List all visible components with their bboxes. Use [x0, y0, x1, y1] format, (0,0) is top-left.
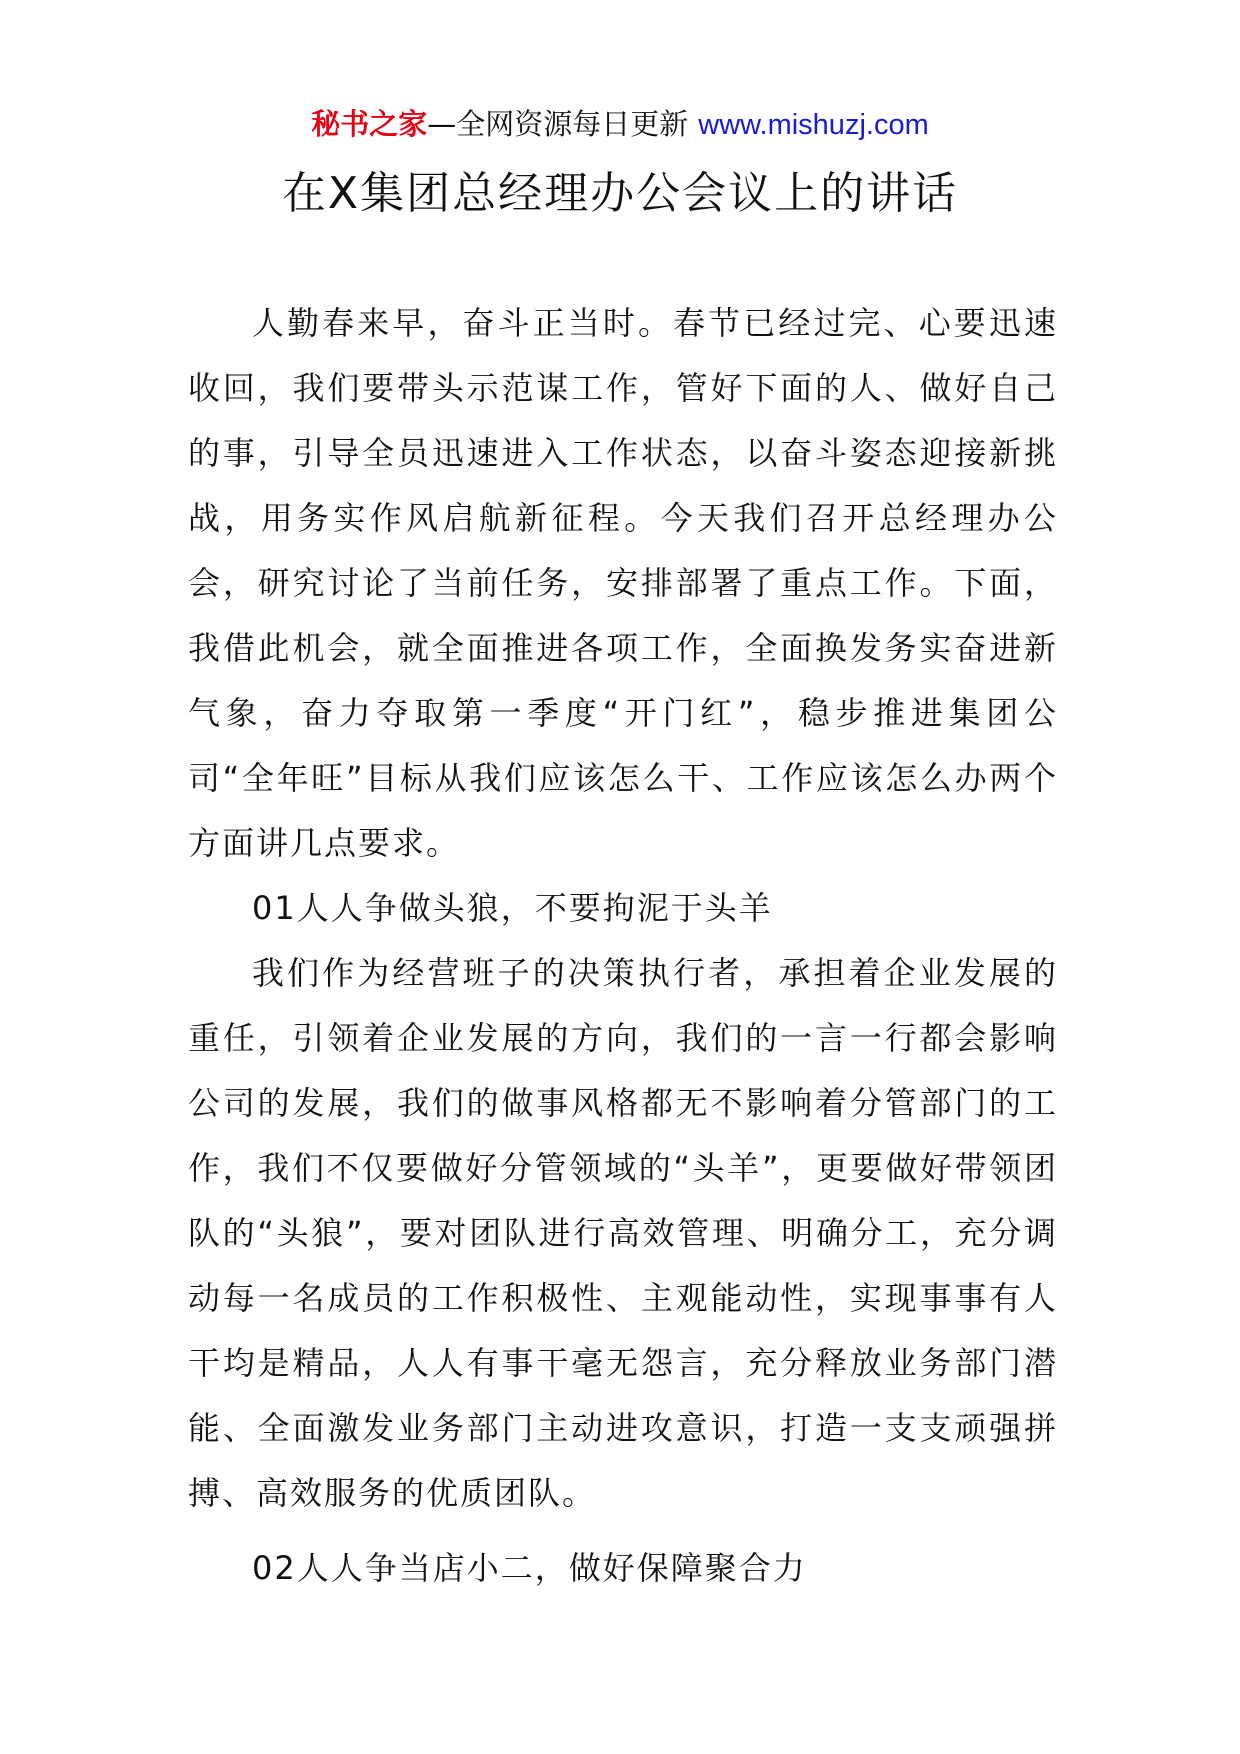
- document-title: 在X集团总经理办公会议上的讲话: [281, 168, 959, 219]
- document-body: [188, 291, 1058, 1601]
- watermark-header: [0, 104, 1240, 145]
- section-01-paragraph: 我们作为经营班子的决策执行者，承担着企业发展的重任，引领着企业发展的方向，我们的一言一行都会影响公司的发展，我们的做事风格都无不影响着分管部门的工作，我们不仅要做好分管领域的“头羊”，更要做好带领团队的“头狼”，要对团队进行高效管理、明确分工，充分调动每一名成员的工作积极性、主观能动性，实现事事有人干均是精品，人人有事干毫无怨言，充分释放业务部门潜能、全面激发业务部门主动进攻意识，打造一支支顽强拼搏、高效服务的优质团队。: [188, 954, 1058, 1512]
- brand-name: 秘书之家: [311, 107, 428, 141]
- brand-slogan: —全网资源每日更新: [427, 107, 689, 141]
- website-link[interactable]: www.mishuzj.com: [698, 109, 929, 141]
- section-heading-01: 01人人争做头狼，不要拘泥于头羊: [252, 889, 773, 927]
- intro-paragraph: 人勤春来早，奋斗正当时。春节已经过完、心要迅速收回，我们要带头示范谋工作，管好下面的人、做好自己的事，引导全员迅速进入工作状态，以奋斗姿态迎接新挑战，用务实作风启航新征程。今天我们召开总经理办公会，研究讨论了当前任务，安排部署了重点工作。下面，我借此机会，就全面推进各项工作，全面换发务实奋进新气象，奋力夺取第一季度“开门红”，稳步推进集团公司“全年旺”目标从我们应该怎么干、工作应该怎么办两个方面讲几点要求。: [188, 304, 1058, 862]
- section-heading-02: 02人人争当店小二，做好保障聚合力: [252, 1549, 807, 1587]
